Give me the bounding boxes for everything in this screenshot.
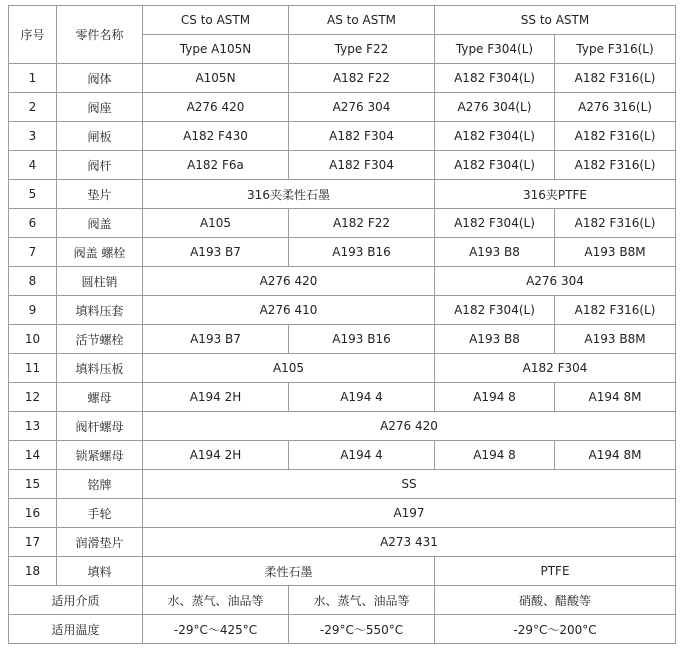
row-no: 8 (9, 267, 57, 296)
table-cell: A193 B8 (435, 238, 555, 267)
row-part: 填料压板 (57, 354, 143, 383)
table-cell: A182 F22 (289, 64, 435, 93)
table-cell: A105 (143, 354, 435, 383)
footer-label-media: 适用介质 (9, 586, 143, 615)
row-no: 14 (9, 441, 57, 470)
row-no: 12 (9, 383, 57, 412)
row-part: 垫片 (57, 180, 143, 209)
table-cell: 水、蒸气、油品等 (143, 586, 289, 615)
table-cell: A182 F304 (289, 122, 435, 151)
table-cell: PTFE (435, 557, 676, 586)
table-cell: A194 8 (435, 441, 555, 470)
table-cell: A194 2H (143, 441, 289, 470)
row-no: 7 (9, 238, 57, 267)
footer-row-media (9, 586, 676, 615)
table-cell: A276 304 (435, 267, 676, 296)
row-no: 2 (9, 93, 57, 122)
table-cell: A182 F430 (143, 122, 289, 151)
table-cell: A182 F304 (435, 354, 676, 383)
table-cell: A194 8M (555, 441, 676, 470)
table-row (9, 122, 676, 151)
header-group-ss: SS to ASTM (435, 6, 676, 35)
row-part: 铭牌 (57, 470, 143, 499)
table-row (9, 383, 676, 412)
header-group-cs: CS to ASTM (143, 6, 289, 35)
row-no: 17 (9, 528, 57, 557)
row-part: 阀杆 (57, 151, 143, 180)
table-cell: A194 4 (289, 441, 435, 470)
table-row (9, 296, 676, 325)
table-cell: A182 F304(L) (435, 209, 555, 238)
table-cell: A182 F304(L) (435, 122, 555, 151)
footer-label-temperature: 适用温度 (9, 615, 143, 644)
table-cell: A193 B8M (555, 325, 676, 354)
header-type-f316l: Type F316(L) (555, 35, 676, 64)
row-no: 5 (9, 180, 57, 209)
row-no: 15 (9, 470, 57, 499)
row-no: 4 (9, 151, 57, 180)
row-part: 阀盖 (57, 209, 143, 238)
row-no: 10 (9, 325, 57, 354)
table-cell: A193 B8 (435, 325, 555, 354)
table-cell: A193 B8M (555, 238, 676, 267)
row-no: 9 (9, 296, 57, 325)
material-table-container (8, 5, 676, 644)
table-row (9, 354, 676, 383)
table-cell: -29°C～550°C (289, 615, 435, 644)
table-cell: A193 B7 (143, 325, 289, 354)
table-cell: A182 F304 (289, 151, 435, 180)
table-row (9, 151, 676, 180)
row-no: 18 (9, 557, 57, 586)
table-cell: A197 (143, 499, 676, 528)
table-row (9, 209, 676, 238)
row-part: 活节螺栓 (57, 325, 143, 354)
table-row (9, 412, 676, 441)
table-row (9, 557, 676, 586)
table-cell: 316夹柔性石墨 (143, 180, 435, 209)
table-cell: A276 420 (143, 93, 289, 122)
table-cell: A273 431 (143, 528, 676, 557)
table-cell: A182 F6a (143, 151, 289, 180)
row-part: 填料压套 (57, 296, 143, 325)
table-cell: 水、蒸气、油品等 (289, 586, 435, 615)
table-cell: A194 4 (289, 383, 435, 412)
row-part: 阀盖 螺栓 (57, 238, 143, 267)
header-type-f304l: Type F304(L) (435, 35, 555, 64)
table-row (9, 267, 676, 296)
row-part: 锁紧螺母 (57, 441, 143, 470)
row-part: 填料 (57, 557, 143, 586)
table-row (9, 93, 676, 122)
table-row (9, 499, 676, 528)
row-no: 3 (9, 122, 57, 151)
row-part: 闸板 (57, 122, 143, 151)
table-row (9, 441, 676, 470)
header-part-name: 零件名称 (57, 6, 143, 64)
table-row (9, 470, 676, 499)
table-cell: A182 F316(L) (555, 151, 676, 180)
row-part: 阀座 (57, 93, 143, 122)
header-type-a105n: Type A105N (143, 35, 289, 64)
table-cell: -29°C～200°C (435, 615, 676, 644)
table-row (9, 528, 676, 557)
table-cell: A276 410 (143, 296, 435, 325)
table-cell: A276 316(L) (555, 93, 676, 122)
row-no: 13 (9, 412, 57, 441)
row-part: 润滑垫片 (57, 528, 143, 557)
table-cell: SS (143, 470, 676, 499)
table-cell: A182 F316(L) (555, 122, 676, 151)
table-cell: A105N (143, 64, 289, 93)
header-row-1 (9, 6, 676, 35)
table-cell: A182 F304(L) (435, 64, 555, 93)
row-part: 螺母 (57, 383, 143, 412)
row-part: 圆柱销 (57, 267, 143, 296)
header-type-f22: Type F22 (289, 35, 435, 64)
table-cell: A276 420 (143, 267, 435, 296)
row-no: 1 (9, 64, 57, 93)
table-cell: 316夹PTFE (435, 180, 676, 209)
material-spec-table (8, 5, 676, 644)
row-no: 6 (9, 209, 57, 238)
row-part: 手轮 (57, 499, 143, 528)
footer-row-temperature (9, 615, 676, 644)
table-cell: A182 F316(L) (555, 296, 676, 325)
table-row (9, 325, 676, 354)
row-no: 16 (9, 499, 57, 528)
table-cell: A182 F304(L) (435, 151, 555, 180)
table-cell: A194 2H (143, 383, 289, 412)
table-cell: 柔性石墨 (143, 557, 435, 586)
table-cell: A194 8 (435, 383, 555, 412)
table-cell: A182 F316(L) (555, 209, 676, 238)
table-cell: A276 420 (143, 412, 676, 441)
row-no: 11 (9, 354, 57, 383)
table-row (9, 238, 676, 267)
table-cell: A182 F22 (289, 209, 435, 238)
table-cell: A182 F316(L) (555, 64, 676, 93)
header-no: 序号 (9, 6, 57, 64)
table-cell: A276 304(L) (435, 93, 555, 122)
table-cell: A193 B16 (289, 238, 435, 267)
table-cell: A193 B16 (289, 325, 435, 354)
table-cell: -29°C～425°C (143, 615, 289, 644)
table-cell: A194 8M (555, 383, 676, 412)
table-row (9, 180, 676, 209)
row-part: 阀体 (57, 64, 143, 93)
header-group-as: AS to ASTM (289, 6, 435, 35)
table-cell: 硝酸、醋酸等 (435, 586, 676, 615)
table-cell: A105 (143, 209, 289, 238)
table-cell: A276 304 (289, 93, 435, 122)
table-cell: A193 B7 (143, 238, 289, 267)
row-part: 阀杆螺母 (57, 412, 143, 441)
table-row (9, 64, 676, 93)
table-cell: A182 F304(L) (435, 296, 555, 325)
